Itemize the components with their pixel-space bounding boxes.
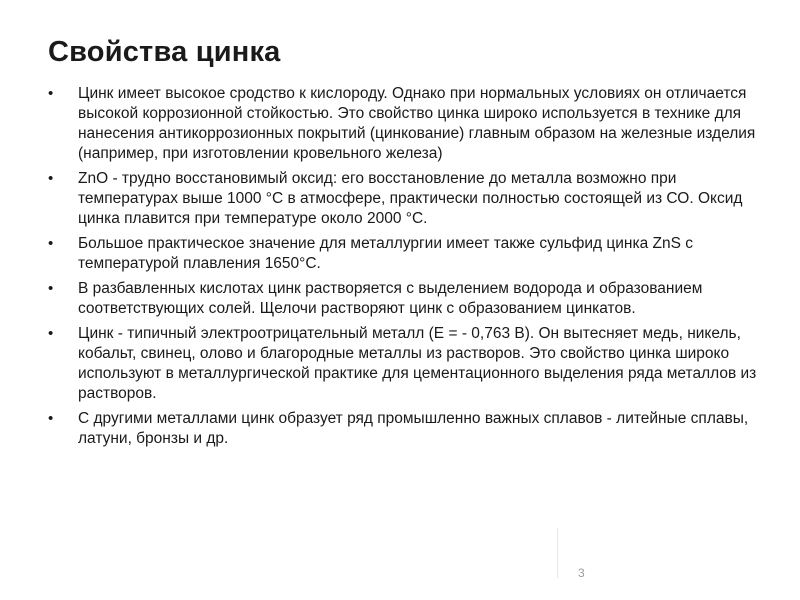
bullet-text: С другими металлами цинк образует ряд промышленно важных сплавов - литейные сплавы, латуни, бронзы и др. (78, 410, 749, 447)
bullet-list (48, 84, 778, 454)
bullet-text: Цинк - типичный электроотрицательный металл (Е = - 0,763 В). Он вытесняет медь, никель, кобальт, свинец, олово и благородные металлы из растворов. Это свойство цинка широко используют в металлургической практике для цементационного выделения ряда металлов из растворов. (78, 325, 757, 402)
page-number: 3 (578, 566, 585, 580)
bullet-marker: • (48, 85, 54, 102)
bullet-text: ZnO - трудно восстановимый оксид: его восстановление до металла возможно при температурах выше 1000 °С в атмосфере, практически полностью состоящей из СО. Оксид цинка плавится при температуре около 2000 °С. (78, 170, 743, 227)
bullet-marker: • (48, 235, 54, 252)
bullet-item (48, 234, 778, 274)
bullet-item (48, 169, 778, 229)
bullet-text: В разбавленных кислотах цинк растворяется с выделением водорода и образованием соответствующих солей. Щелочи растворяют цинк с образованием цинкатов. (78, 280, 703, 317)
bullet-text: Большое практическое значение для металлургии имеет также сульфид цинка ZnS с температурой плавления 1650°С. (78, 235, 694, 272)
bullet-marker: • (48, 410, 54, 427)
bullet-marker: • (48, 170, 54, 187)
footer-divider (557, 528, 558, 578)
slide-title: Свойства цинка (48, 36, 281, 68)
bullet-marker: • (48, 280, 54, 297)
bullet-item (48, 84, 778, 164)
bullet-item (48, 409, 778, 449)
bullet-item (48, 324, 778, 404)
bullet-item (48, 279, 778, 319)
bullet-marker: • (48, 325, 54, 342)
bullet-text: Цинк имеет высокое сродство к кислороду. Однако при нормальных условиях он отличается высокой коррозионной стойкостью. Это свойство цинка широко используется в технике для нанесения антикоррозионных покрытий (цинкование) главным образом на железные изделия (например, при изготовлении кровельного железа) (78, 85, 756, 162)
